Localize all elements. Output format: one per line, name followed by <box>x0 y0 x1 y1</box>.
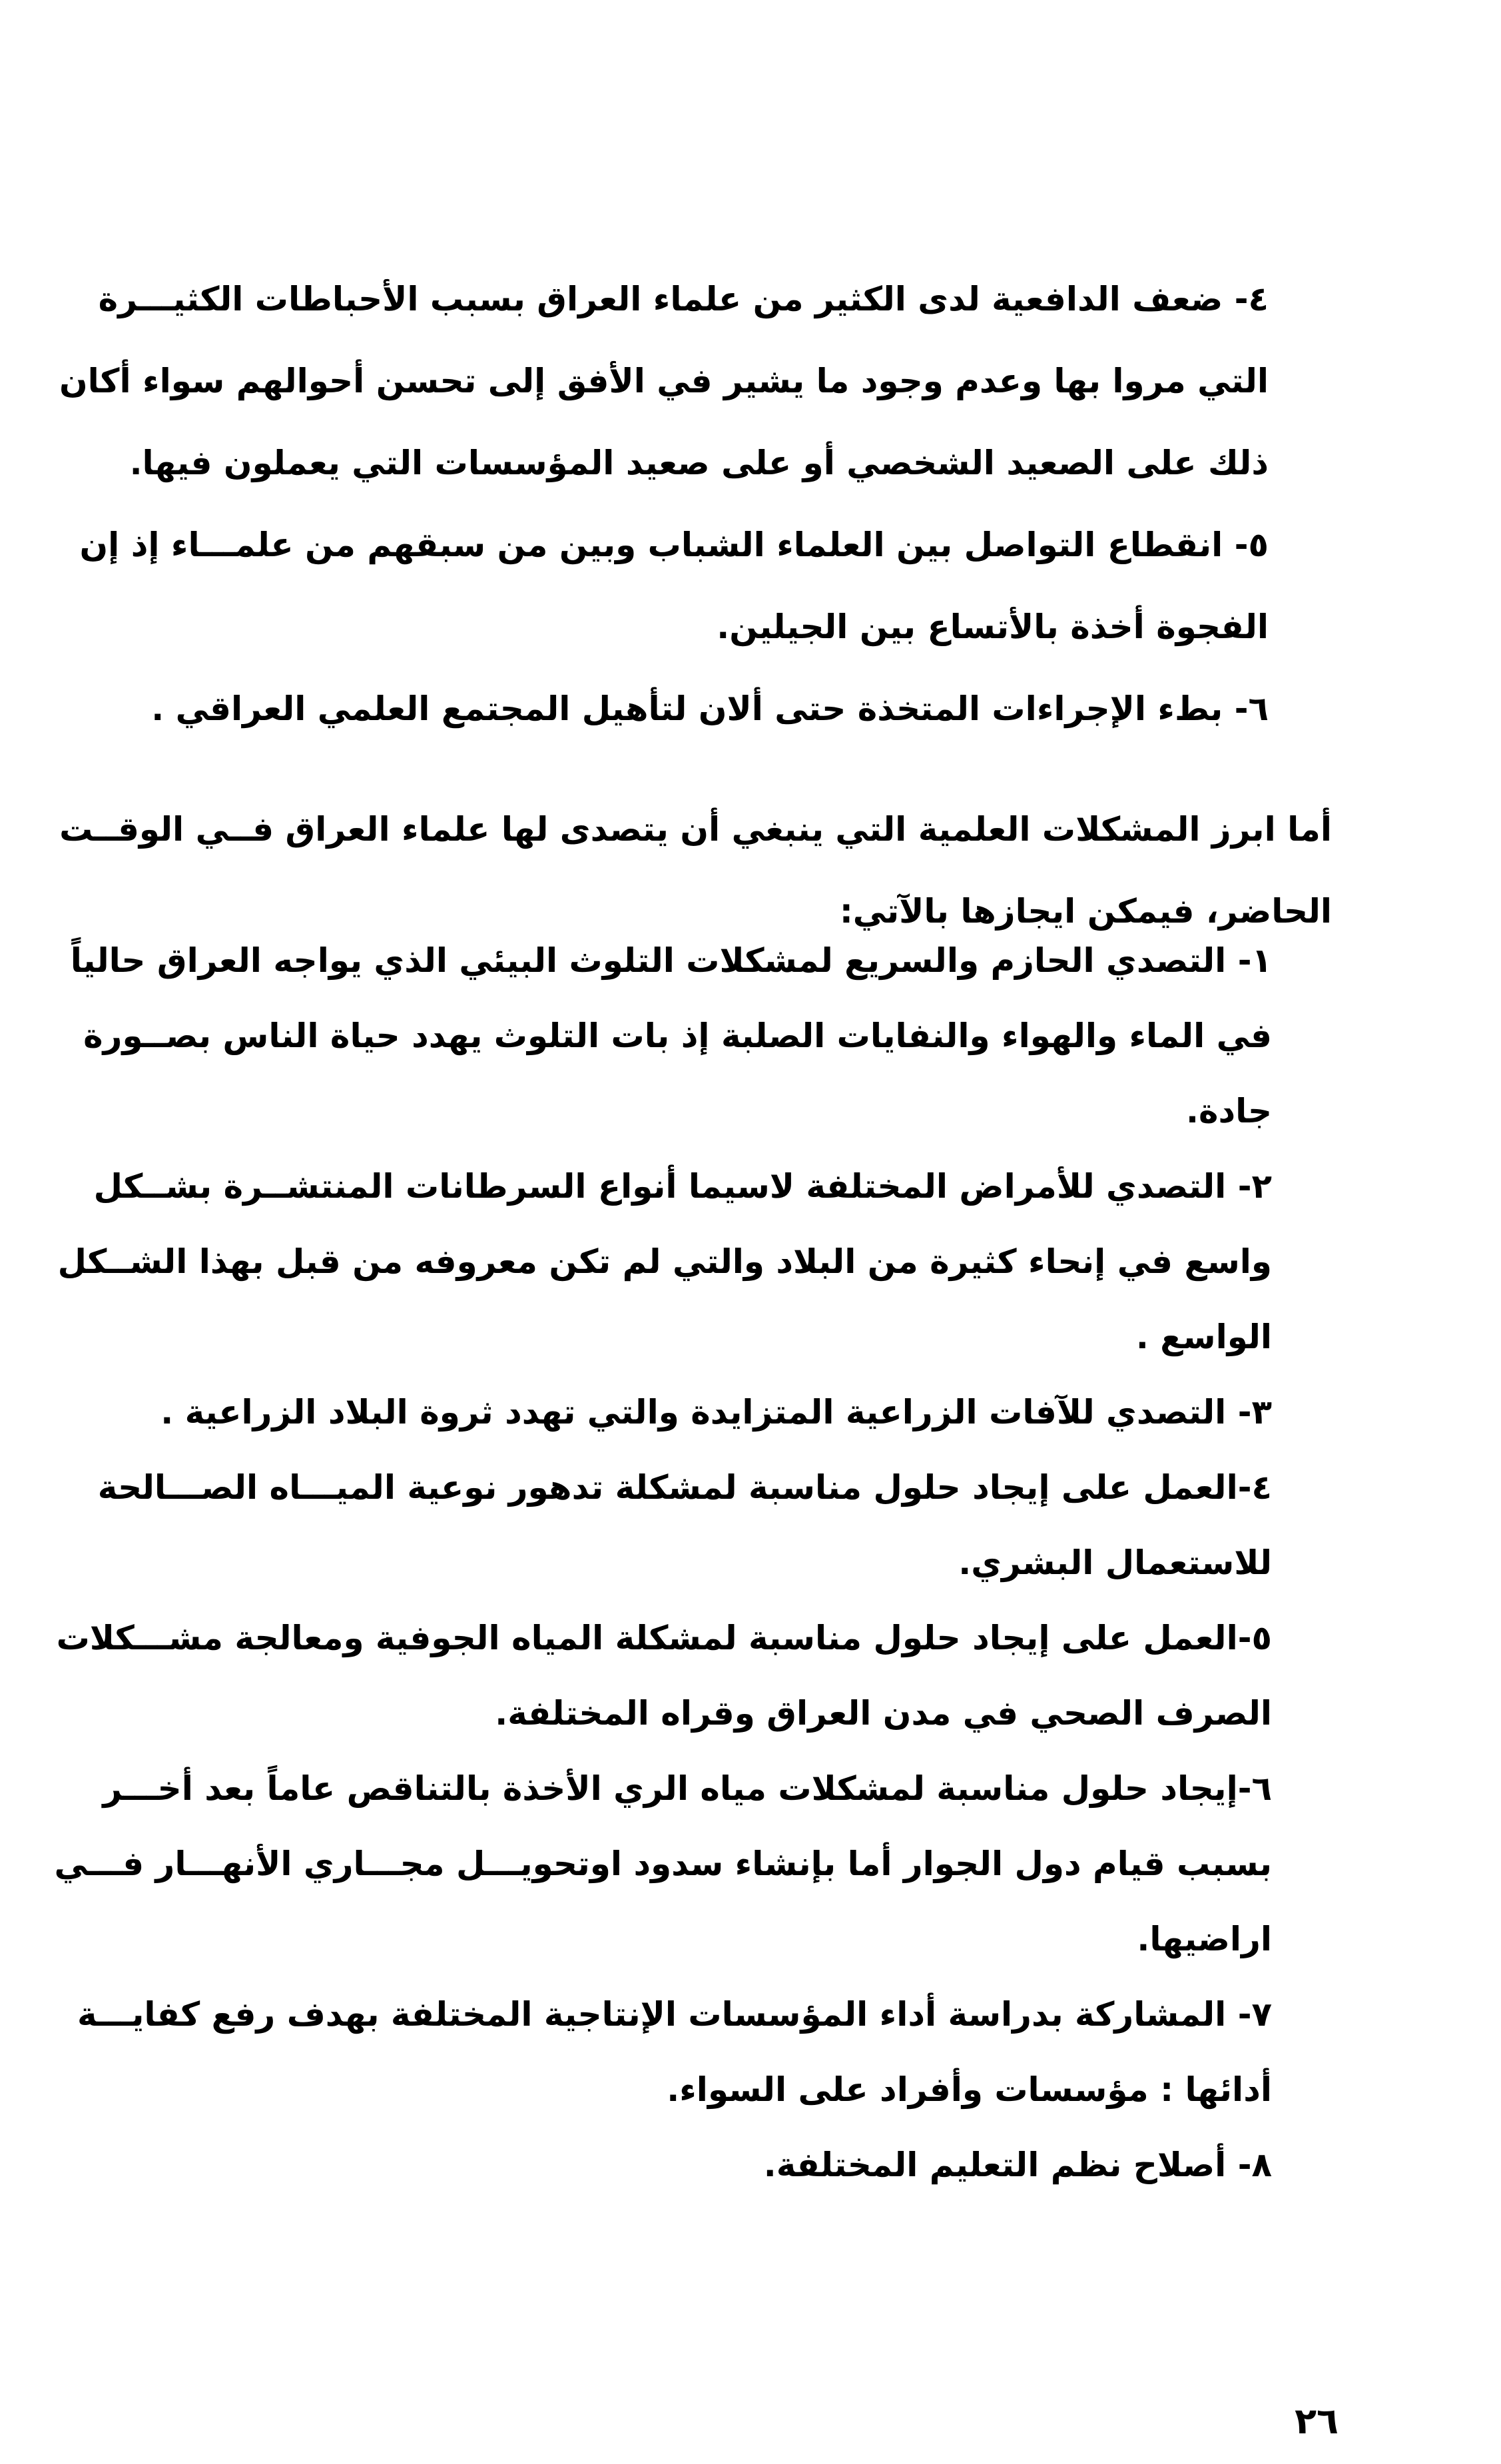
text-line: للاستعمال البشري. <box>958 1543 1272 1582</box>
text-line: اراضيها. <box>1137 1920 1272 1958</box>
text-line: في الماء والهواء والنفايات الصلبة إذ بات التلوث يهدد حياة الناس بصــورة <box>83 1017 1272 1055</box>
text-line: الواسع . <box>1135 1318 1272 1356</box>
page-number: ٢٦ <box>1295 2400 1339 2442</box>
text-line: الفجوة أخذة بالأتساع بين الجيلين. <box>717 608 1269 646</box>
text-line: التي مروا بها وعدم وجود ما يشير في الأفق إلى تحسن أحوالهم سواء أكان <box>59 362 1269 400</box>
text-line: ٢- التصدي للأمراض المختلفة لاسيما أنواع السرطانات المنتشــرة بشــكل <box>93 1167 1272 1206</box>
text-line: ٦- بطء الإجراءات المتخذة حتى ألان لتأهيل المجتمع العلمي العراقي . <box>151 689 1269 728</box>
text-line: ذلك على الصعيد الشخصي أو على صعيد المؤسسات التي يعملون فيها. <box>129 444 1269 482</box>
text-line: أما ابرز المشكلات العلمية التي ينبغي أن يتصدى لها علماء العراق فــي الوقــت <box>59 810 1332 849</box>
list-scientific-problems <box>54 923 1272 2203</box>
text-line: ٤-العمل على إيجاد حلول مناسبة لمشكلة تدهور نوعية الميـــاه الصـــالحة <box>97 1468 1272 1507</box>
text-line: ٤- ضعف الدافعية لدى الكثير من علماء العراق بسبب الأحباطات الكثيـــرة <box>98 280 1269 318</box>
text-line: أدائها : مؤسسات وأفراد على السواء. <box>667 2070 1272 2109</box>
text-line: الصرف الصحي في مدن العراق وقراه المختلفة. <box>495 1694 1272 1733</box>
text-line: ٥- انقطاع التواصل بين العلماء الشباب وبين من سبقهم من علمـــاء إذ إن <box>79 526 1269 564</box>
text-line: ١- التصدي الحازم والسريع لمشكلات التلوث البيئي الذي يواجه العراق حالياً <box>70 941 1272 980</box>
text-line: بسبب قيام دول الجوار أما بإنشاء سدود اوتحويـــل مجـــاري الأنهـــار فـــي <box>54 1845 1272 1883</box>
text-line: ٦-إيجاد حلول مناسبة لمشكلات مياه الري الأخذة بالتناقص عاماً بعد أخـــر <box>103 1769 1272 1808</box>
list-problems-continued <box>59 258 1269 750</box>
text-line: ٧- المشاركة بدراسة أداء المؤسسات الإنتاجية المختلفة بهدف رفع كفايـــة <box>77 1995 1272 2034</box>
text-line: واسع في إنحاء كثيرة من البلاد والتي لم تكن معروفه من قبل بهذا الشــكل <box>57 1242 1272 1281</box>
text-line: ٨- أصلاح نظم التعليم المختلفة. <box>763 2146 1272 2184</box>
text-line: ٥-العمل على إيجاد حلول مناسبة لمشكلة المياه الجوفية ومعالجة مشـــكلات <box>56 1619 1272 1657</box>
text-line: جادة. <box>1186 1092 1272 1130</box>
text-line: الحاضر، فيمكن ايجازها بالآتي: <box>839 892 1332 931</box>
text-line: ٣- التصدي للآفات الزراعية المتزايدة والتي تهدد ثروة البلاد الزراعية . <box>160 1393 1272 1432</box>
